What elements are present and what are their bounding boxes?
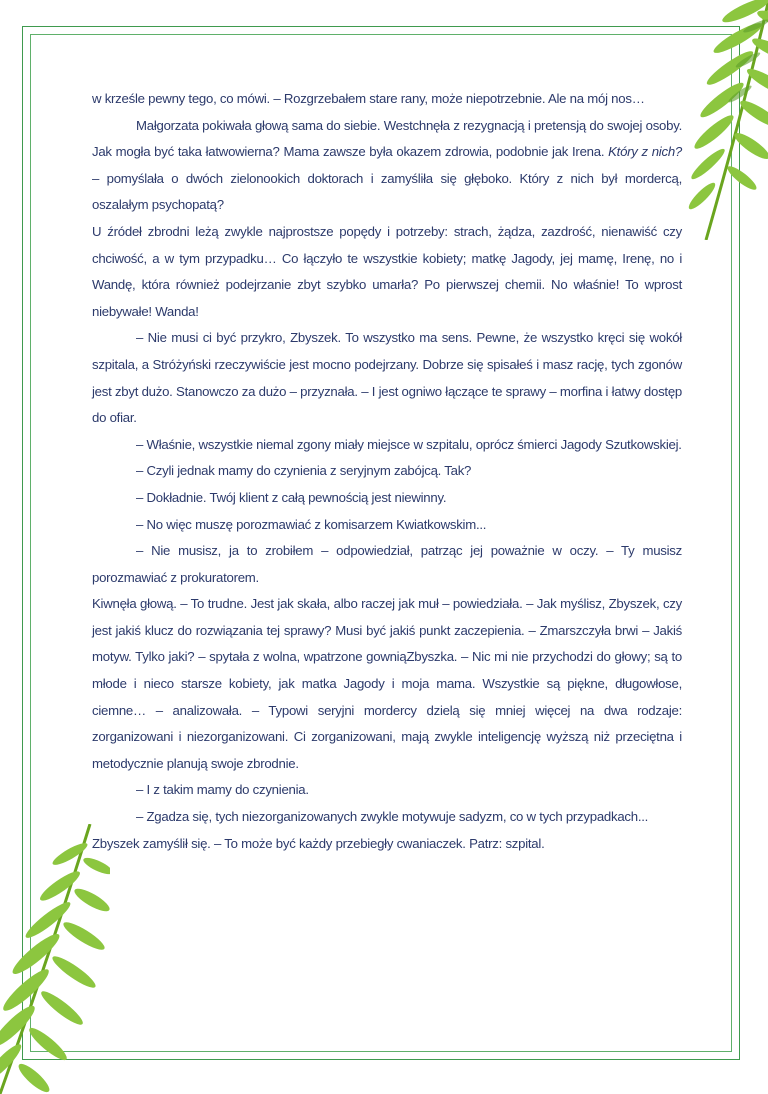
book-page-text: [92, 86, 682, 857]
paragraph-11: – I z takim mamy do czynienia.: [136, 782, 309, 798]
paragraph-13: Zbyszek zamyślił się. – To może być każdy przebiegły cwaniaczek. Patrz: szpital.: [92, 835, 545, 851]
paragraph-5: – Właśnie, wszystkie niemal zgony miały miejsce w szpitalu, oprócz śmierci Jagody Szutkowskiej.: [136, 436, 682, 452]
paragraph-12: – Zgadza się, tych niezorganizowanych zwykle motywuje sadyzm, co w tych przypadkach...: [136, 809, 649, 825]
paragraph-8: – No więc muszę porozmawiać z komisarzem Kwiatkowskim...: [136, 516, 487, 532]
paragraph-2-part-1: Małgorzata pokiwała głową sama do siebie. Westchnęła z rezygnacją i pretensją do swojej osoby. Jak mogła być taka łatwowierna? Mama zawsze była okazem zdrowia, podobnie jak Irena.: [92, 117, 682, 160]
paragraph-2-part-2: – pomyślała o dwóch zielonookich doktorach i zamyśliła się głęboko. Który z nich był mordercą, oszalałym psychopatą?: [92, 170, 682, 213]
paragraph-7: – Dokładnie. Twój klient z całą pewnością jest niewinny.: [136, 489, 447, 505]
paragraph-9: – Nie musisz, ja to zrobiłem – odpowiedział, patrząc jej poważnie w oczy. – Ty musisz porozmawiać z prokuratorem.: [92, 543, 682, 585]
paragraph-3: U źródeł zbrodni leżą zwykle najprostsze popędy i potrzeby: strach, żądza, zazdrość, nienawiść czy chciwość, a w tym przypadku… Co łączyło te wszystkie kobiety; matkę Jagody, jej mamę, Irenę, no i Wandę, która również podejrzanie zbyt szybko umarła? Po pierwszej chemii. No właśnie! To wprost niebywałe! Wanda!: [92, 223, 682, 319]
paragraph-2: [92, 113, 682, 219]
paragraph-4: – Nie musi ci być przykro, Zbyszek. To wszystko ma sens. Pewne, że wszystko kręci się wokół szpitala, a Stróżyński rzeczywiście jest mocno podejrzany. Dobrze się spisałeś i masz rację, tych zgonów jest zbyt dużo. Stanowczo za dużo – przyznała. – I jest ogniwo łączące te sprawy – morfina i łatwy dostęp do ofiar.: [92, 330, 682, 426]
paragraph-6: – Czyli jednak mamy do czynienia z seryjnym zabójcą. Tak?: [136, 463, 472, 479]
paragraph-1: w krześle pewny tego, co mówi. – Rozgrzebałem stare rany, może niepotrzebnie. Ale na mój nos…: [92, 91, 645, 106]
paragraph-10: Kiwnęła głową. – To trudne. Jest jak skała, albo raczej jak muł – powiedziała. – Jak myślisz, Zbyszek, czy jest jakiś klucz do rozwiązania tej sprawy? Musi być jakiś punkt zaczepienia. – Zmarszczyła brwi – Jakiś motyw. Tylko jaki? – spytała z wolna, wpatrzone gowniąZbyszka. – Nic mi nie przychodzi do głowy; są to młode i nieco starsze kobiety, jak matka Jagody i moja mama. Wszystkie są piękne, długowłose, ciemne… – analizowała. – Typowi seryjni mordercy dzielą się mniej więcej na dwa rodzaje: zorganizowani i niezorganizowani. Ci zorganizowani, mają zwykle inteligencję wyższą niż przeciętna i metodycznie planują swoje zbrodnie.: [92, 596, 682, 771]
paragraph-2-italic: Który z nich?: [608, 144, 682, 160]
